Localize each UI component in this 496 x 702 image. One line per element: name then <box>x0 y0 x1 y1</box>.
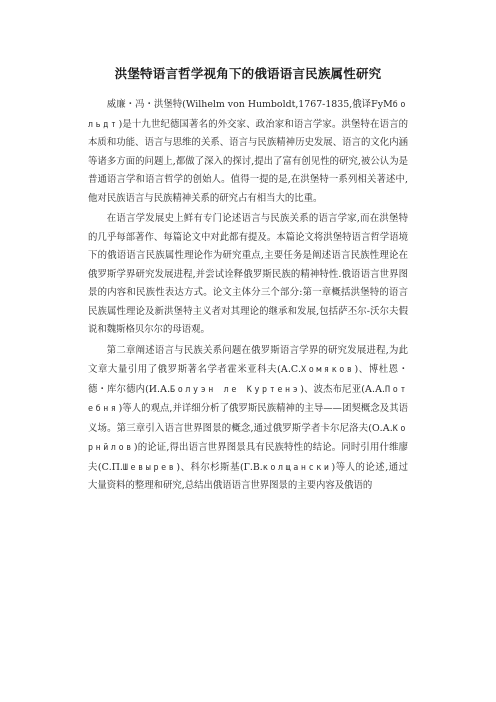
paragraph-text-run: 威廉・冯・洪堡特(Wilhelm von Humboldt,1767-1835,俄译FуМ <box>106 99 393 110</box>
cyrillic-term: Хомяков <box>301 364 355 374</box>
paragraph-text-run: )、波杰布尼亚(А.А. <box>300 383 386 395</box>
cyrillic-term: Потебня <box>88 383 408 413</box>
paragraph-text-run: )、博杜恩・德・库尔德内(И.А. <box>88 364 408 395</box>
document-title: 洪堡特语言哲学视角下的俄语语言民族属性研究 <box>114 66 382 81</box>
cyrillic-term: Болуэн ле Куртенэ <box>170 383 301 394</box>
paragraph-text-run: )的论证,得出语言世界图景具有民族特性的结论。同时引用什维廖夫(С.П. <box>88 442 408 473</box>
cyrillic-term: Шевырев <box>122 461 177 472</box>
paragraph-text-run: 在语言学发展史上鲜有专门论述语言与民族关系的语言学家,而在洪堡特的几乎每部著作、每篇论文中对此都有提及。本篇论文将洪堡特语言哲学语境下的俄语语言民族属性理论作为研究重点,主要任务是阐述语言民族性理论在俄罗斯学界研究发展进程,并尝试诠释俄罗斯民族的精神特性.俄语语言世界图景的内容和民族性表达方式。论文主体分三个部分:第一章概括洪堡特的语言民族属性理论及新洪堡特主义者对其理论的继承和发展,包括萨丕尔-沃尔夫假说和魏斯格贝尔尔的母语观。 <box>88 213 408 335</box>
paragraph-2 <box>88 210 408 340</box>
paragraph-text-run: )等人的论述,通过大量资料的整理和研究,总结出俄语语言世界图景的主要内容及俄语的 <box>88 461 409 491</box>
paragraph-1 <box>88 95 408 208</box>
cyrillic-term: больдт <box>88 99 408 129</box>
paragraph-text-run: )是十九世纪德国著名的外交家、政治家和语言学家。洪堡特在语言的本质和功能、语言与思维的关系、语言与民族精神历史发展、语言的文化内涵等诸多方面的问题上,都做了深入的探讨,提出了富有创见性的研究,被公认为是普通语言学和语言哲学的创始人。值得一提的是,在洪堡特一系列相关著述中,他对民族语言与民族精神关系的研究占有相当大的比重。 <box>88 118 408 204</box>
paragraph-text-run: 第二章阐述语言与民族关系问题在俄罗斯语言学界的研究发展进程,为此文章大量引用了俄罗斯著名学者霍米亚科夫(А.С. <box>88 344 408 375</box>
paragraph-text-run: )、科尔杉斯基(Г.В. <box>176 461 263 473</box>
paragraph-text-run: )等人的观点,并详细分析了俄罗斯民族精神的主导——团契概念及其语义场。第三章引入语言世界图景的概念,通过俄罗斯学者卡尔尼洛夫(О.А. <box>88 403 408 434</box>
paragraph-3 <box>88 342 408 496</box>
document-body <box>88 95 408 496</box>
cyrillic-term: Корнйлов <box>88 422 408 452</box>
cyrillic-term: колщански <box>262 461 332 472</box>
